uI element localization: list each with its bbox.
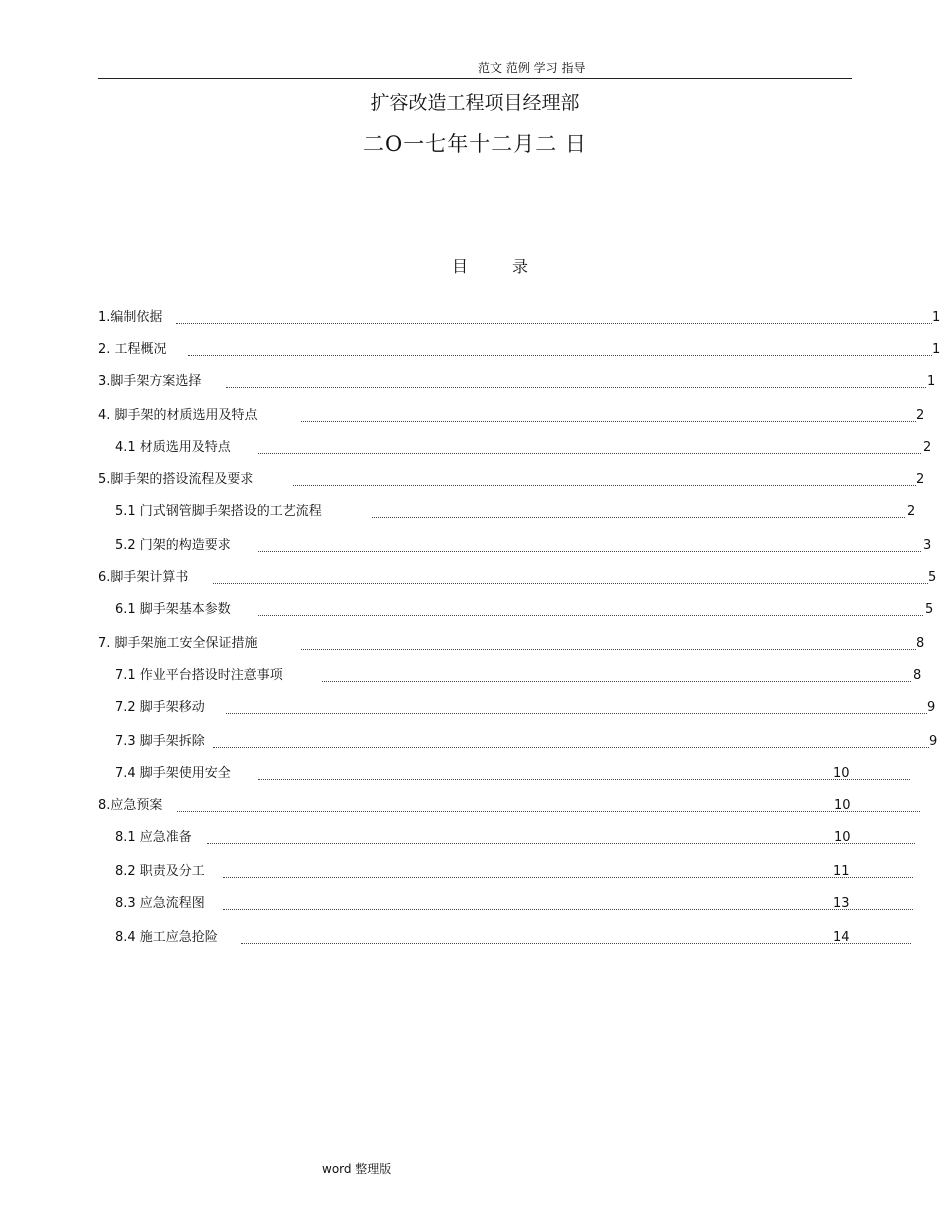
toc-entry xyxy=(98,471,940,489)
toc-title: 目录 xyxy=(452,257,573,276)
toc-leader-dots xyxy=(188,338,932,356)
toc-entry-page: 2 xyxy=(923,440,932,455)
toc-entry-page: 13 xyxy=(833,896,850,911)
toc-entry-label: 8.2 职责及分工 xyxy=(115,863,209,881)
toc-entry xyxy=(115,733,940,751)
toc-entry-label: 7.4 脚手架使用安全 xyxy=(115,765,235,783)
toc-leader-dots xyxy=(177,794,920,812)
toc-entry-label: 1.编制依据 xyxy=(98,309,166,327)
toc-entry-label: 8.4 施工应急抢险 xyxy=(115,929,222,947)
toc-entry-page: 10 xyxy=(834,798,851,813)
toc-entry xyxy=(115,667,940,685)
toc-entry-label: 8.1 应急准备 xyxy=(115,829,196,847)
toc-entry-page: 2 xyxy=(916,472,925,487)
toc-leader-dots xyxy=(258,534,921,552)
toc-leader-dots xyxy=(213,730,929,748)
toc-entry-page: 5 xyxy=(925,602,934,617)
toc-entry-page: 2 xyxy=(907,504,916,519)
toc-entry-label: 3.脚手架方案选择 xyxy=(98,373,205,391)
toc-entry-page: 8 xyxy=(916,636,925,651)
toc-entry-label: 8.3 应急流程图 xyxy=(115,895,209,913)
toc-entry xyxy=(115,765,940,783)
toc-entry xyxy=(98,635,940,653)
toc-leader-dots xyxy=(301,632,916,650)
toc-entry-page: 10 xyxy=(834,830,851,845)
toc-entry-label: 4.1 材质选用及特点 xyxy=(115,439,235,457)
toc-entry-label: 2. 工程概况 xyxy=(98,341,171,359)
toc-entry-page: 3 xyxy=(923,538,932,553)
toc-leader-dots xyxy=(223,892,913,910)
toc-entry xyxy=(115,863,940,881)
toc-entry-page: 2 xyxy=(916,408,925,423)
toc-entry-page: 9 xyxy=(929,734,938,749)
toc-entry-label: 7.2 脚手架移动 xyxy=(115,699,209,717)
toc-entry-label: 7. 脚手架施工安全保证措施 xyxy=(98,635,262,653)
toc-leader-dots xyxy=(223,860,913,878)
toc-entry-page: 1 xyxy=(932,310,941,325)
toc-entry xyxy=(115,503,940,521)
organization-name: 扩容改造工程项目经理部 xyxy=(370,92,580,114)
toc-entry-label: 7.1 作业平台搭设时注意事项 xyxy=(115,667,287,685)
toc-entry xyxy=(115,601,940,619)
toc-entry xyxy=(115,829,940,847)
toc-entry xyxy=(115,439,940,457)
toc-leader-dots xyxy=(207,826,915,844)
toc-entry xyxy=(98,373,940,391)
toc-leader-dots xyxy=(322,664,911,682)
toc-entry xyxy=(115,895,940,913)
toc-entry-label: 5.2 门架的构造要求 xyxy=(115,537,235,555)
toc-entry-page: 14 xyxy=(833,930,850,945)
page-header: 范文 范例 学习 指导 xyxy=(478,61,586,75)
toc-entry-page: 10 xyxy=(833,766,850,781)
toc-entry xyxy=(115,929,940,947)
toc-entry-label: 5.1 门式钢管脚手架搭设的工艺流程 xyxy=(115,503,326,521)
toc-entry-page: 1 xyxy=(932,342,941,357)
toc-leader-dots xyxy=(293,468,916,486)
toc-entry-page: 8 xyxy=(913,668,922,683)
toc-entry xyxy=(98,309,940,327)
toc-leader-dots xyxy=(241,926,911,944)
toc-entry xyxy=(98,569,940,587)
toc-entry-page: 9 xyxy=(927,700,936,715)
page-footer: word 整理版 xyxy=(322,1162,392,1176)
toc-entry-label: 5.脚手架的搭设流程及要求 xyxy=(98,471,257,489)
toc-leader-dots xyxy=(372,500,905,518)
toc-leader-dots xyxy=(258,436,921,454)
toc-leader-dots xyxy=(226,370,926,388)
toc-entry-label: 6.脚手架计算书 xyxy=(98,569,192,587)
document-date: 二O一七年十二月二 日 xyxy=(363,132,587,156)
toc-entry-page: 5 xyxy=(928,570,937,585)
toc-entry-page: 11 xyxy=(833,864,850,879)
toc-entry-label: 6.1 脚手架基本参数 xyxy=(115,601,235,619)
toc-entry-label: 8.应急预案 xyxy=(98,797,166,815)
toc-leader-dots xyxy=(213,566,928,584)
toc-leader-dots xyxy=(176,306,932,324)
header-divider xyxy=(98,78,852,79)
toc-leader-dots xyxy=(301,404,916,422)
toc-leader-dots xyxy=(226,696,927,714)
toc-entry xyxy=(115,537,940,555)
toc-entry-page: 1 xyxy=(927,374,936,389)
toc-entry xyxy=(98,341,940,359)
toc-entry-label: 7.3 脚手架拆除 xyxy=(115,733,209,751)
toc-leader-dots xyxy=(258,598,923,616)
toc-entry xyxy=(115,699,940,717)
toc-leader-dots xyxy=(258,762,910,780)
toc-entry xyxy=(98,407,940,425)
toc-entry xyxy=(98,797,940,815)
toc-entry-label: 4. 脚手架的材质选用及特点 xyxy=(98,407,262,425)
